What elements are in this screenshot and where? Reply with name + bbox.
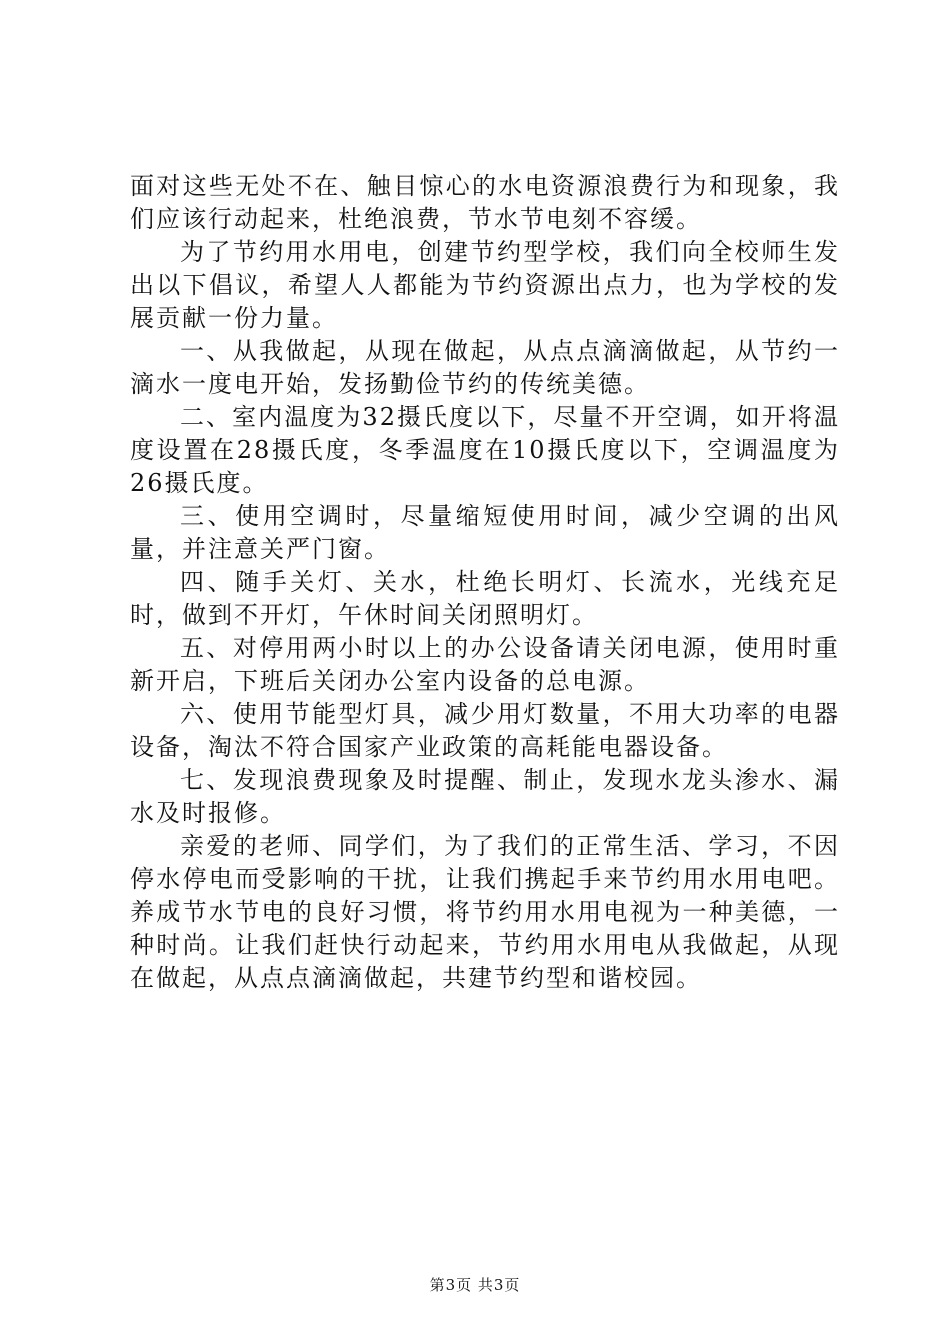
paragraph-closing: 亲爱的老师、同学们，为了我们的正常生活、学习，不因停水停电而受影响的干扰，让我们携起手来节约用水用电吧。养成节水节电的良好习惯，将节约用水用电视为一种美德，一种时尚。让我们赶快行动起来，节约用水用电从我做起，从现在做起，从点点滴滴做起，共建节约型和谐校园。 — [130, 832, 840, 992]
paragraph-proposal: 为了节约用水用电，创建节约型学校，我们向全校师生发出以下倡议，希望人人都能为节约资源出点力，也为学校的发展贡献一份力量。 — [130, 238, 840, 332]
paragraph-item-3: 三、使用空调时，尽量缩短使用时间，减少空调的出风量，并注意关严门窗。 — [130, 502, 840, 563]
paragraph-item-7: 七、发现浪费现象及时提醒、制止，发现水龙头渗水、漏水及时报修。 — [130, 766, 840, 827]
paragraph-item-2: 二、室内温度为32摄氏度以下，尽量不开空调，如开将温度设置在28摄氏度，冬季温度在10摄氏度以下，空调温度为26摄氏度。 — [130, 403, 840, 497]
paragraph-item-1: 一、从我做起，从现在做起，从点点滴滴做起，从节约一滴水一度电开始，发扬勤俭节约的传统美德。 — [130, 337, 840, 398]
paragraph-item-5: 五、对停用两小时以上的办公设备请关闭电源，使用时重新开启，下班后关闭办公室内设备的总电源。 — [130, 634, 840, 695]
page-number-footer: 第3页 共3页 — [429, 1276, 521, 1294]
paragraph-intro: 面对这些无处不在、触目惊心的水电资源浪费行为和现象，我们应该行动起来，杜绝浪费，节水节电刻不容缓。 — [130, 172, 840, 233]
paragraph-item-4: 四、随手关灯、关水，杜绝长明灯、长流水，光线充足时，做到不开灯，午休时间关闭照明灯。 — [130, 568, 840, 629]
document-body — [130, 170, 840, 995]
paragraph-item-6: 六、使用节能型灯具，减少用灯数量，不用大功率的电器设备，淘汰不符合国家产业政策的高耗能电器设备。 — [130, 700, 840, 761]
